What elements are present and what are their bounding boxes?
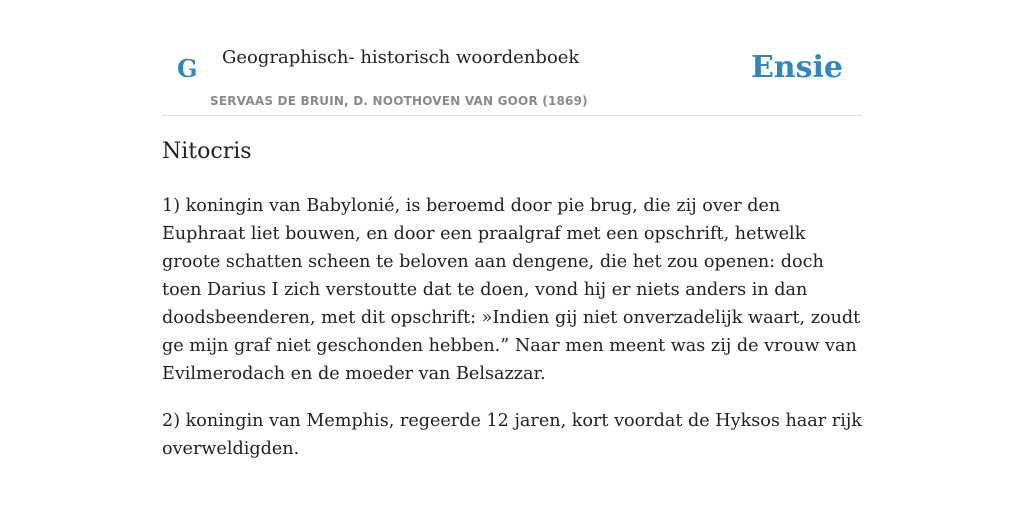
entry-paragraph-2: 2) koningin van Memphis, regeerde 12 jaren, kort voordat de Hyksos haar rijk overweldigden. (162, 411, 862, 459)
ensie-logo-link[interactable]: Ensie (750, 50, 843, 85)
dictionary-header (162, 38, 862, 116)
entry-title: Nitocris (162, 139, 252, 164)
entry-body (162, 192, 864, 482)
dictionary-title-link[interactable]: Geographisch- historisch woordenboek (222, 47, 580, 68)
dictionary-logo[interactable]: G (177, 54, 198, 83)
dictionary-authors: SERVAAS DE BRUIN, D. NOOTHOVEN VAN GOOR (1869) (210, 94, 588, 108)
entry-paragraph-1: 1) koningin van Babylonié, is beroemd door pie brug, die zij over den Euphraat liet bouwen, en door een praalgraf met een opschrift, hetwelk groote schatten scheen te beloven aan dengene, die het zou openen: doch toen Darius I zich verstoutte dat te doen, vond hij er niets anders in dan doodsbeenderen, met dit opschrift: »Indien gij niet onverzadelijk waart, zoudt ge mijn graf niet geschonden hebben.” Naar men meent was zij de vrouw van Evilmerodach en de moeder van Belsazzar. (162, 196, 861, 384)
